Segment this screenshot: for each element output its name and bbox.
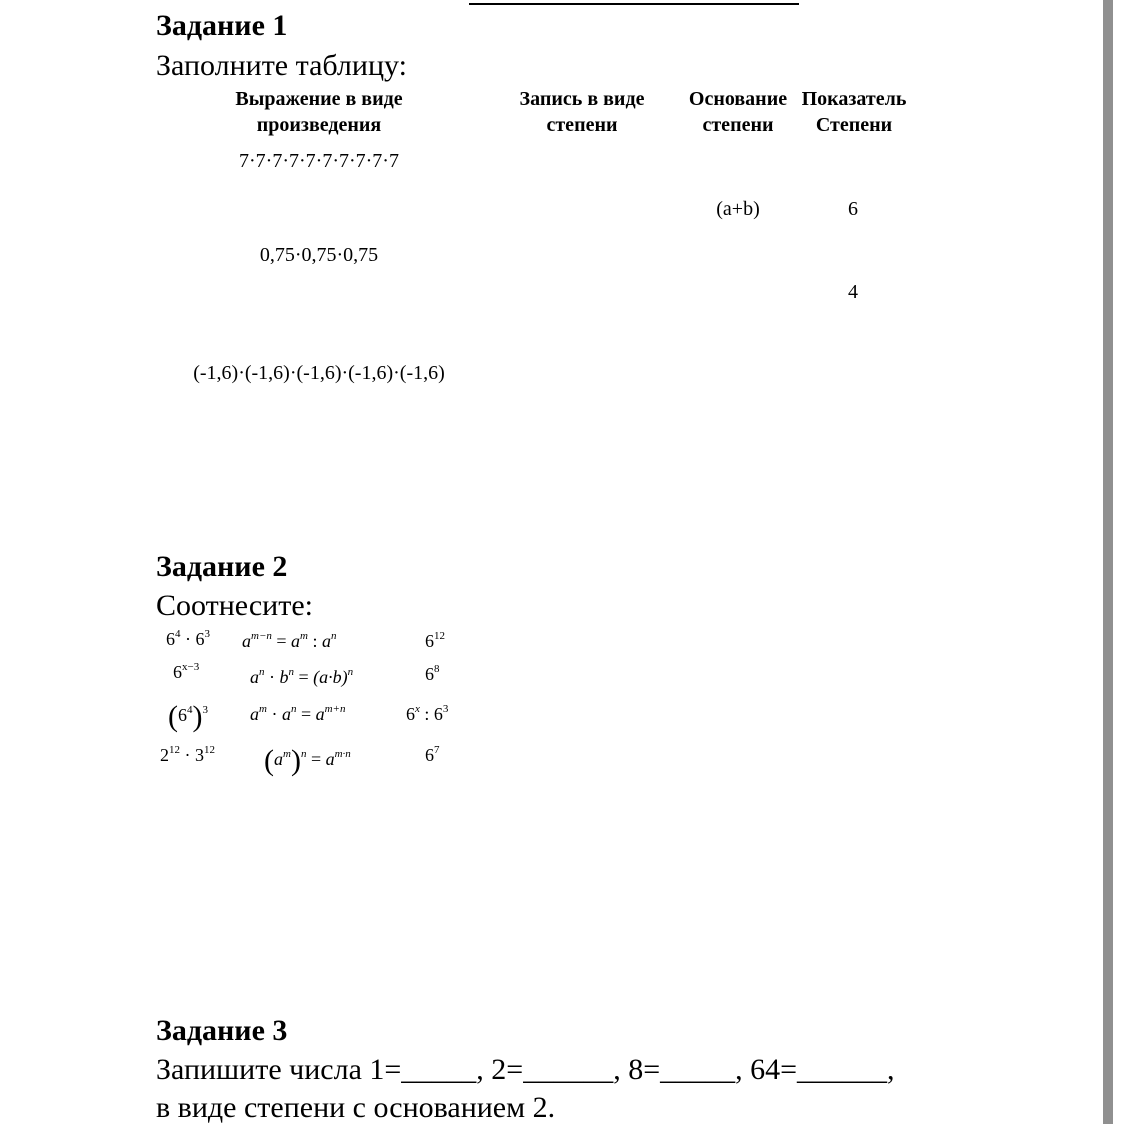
table-cell-exponent: 4 xyxy=(848,281,858,303)
table-header-product xyxy=(219,86,419,138)
task1-instruction: Заполните таблицу: xyxy=(156,49,407,82)
formula-product-power-rule: $a^n \cdot b^n = (a\cdot b)^n$ xyxy=(250,666,354,687)
table-header-exponent xyxy=(796,86,912,138)
formula-6pow-x-div-6pow3: 6$^x$ : $6^3$ xyxy=(406,703,449,724)
table-cell-product: 7·7·7·7·7·7·7·7·7·7 xyxy=(239,150,399,172)
formula-6pow7: $6^7$ xyxy=(425,744,440,765)
top-rule xyxy=(469,3,799,5)
header-line: произведения xyxy=(256,114,382,136)
header-line: степени xyxy=(546,114,618,136)
header-line: Степени xyxy=(815,114,893,136)
header-line: Запись в виде xyxy=(519,88,645,110)
task2-instruction: Соотнесите: xyxy=(156,589,313,622)
formula-6pow-x-minus-3: $6^{x-3}$ xyxy=(173,661,200,682)
task1-heading: Задание 1 xyxy=(156,9,288,42)
table-cell-exponent: 6 xyxy=(848,198,858,220)
task3-text-line2: в виде степени с основанием 2. xyxy=(156,1091,556,1124)
header-line: Основание xyxy=(688,88,788,110)
task3-heading: Задание 3 xyxy=(156,1014,288,1047)
formula-product-rule: $a^m \cdot a^n = a^{m+n}$ xyxy=(250,703,346,724)
formula-6pow12: $6^{12}$ xyxy=(425,630,445,651)
formula-6pow8: $6^8$ xyxy=(425,663,440,684)
header-line: степени xyxy=(702,114,774,136)
header-line: Выражение в виде xyxy=(235,88,403,110)
formula-power-of-power-rule: $(a^m)^n = a^{m\cdot n}$ xyxy=(264,744,351,777)
table-header-base xyxy=(680,86,796,138)
formula-6pow4-pow3: $(6^4)^3$ xyxy=(168,700,208,733)
formula-quotient-rule: $a^{m-n} = a^m$ : $a^n$ xyxy=(242,630,337,651)
table-cell-base: (a+b) xyxy=(716,198,760,220)
formula-6pow4-times-6pow3: $6^4 \cdot 6^3$ xyxy=(166,628,210,649)
header-line: Показатель xyxy=(801,88,907,110)
task3-text-line1: Запишите числа 1=_____, 2=______, 8=_____, 64=______, xyxy=(156,1053,895,1086)
formula-2pow12-times-3pow12: $2^{12} \cdot 3^{12}$ xyxy=(160,744,215,765)
page-edge-bar xyxy=(1103,0,1113,1124)
task2-heading: Задание 2 xyxy=(156,550,288,583)
table-header-power xyxy=(502,86,662,138)
table-cell-product: (-1,6)·(-1,6)·(-1,6)·(-1,6)·(-1,6) xyxy=(193,362,445,384)
table-cell-product: 0,75·0,75·0,75 xyxy=(259,244,379,266)
